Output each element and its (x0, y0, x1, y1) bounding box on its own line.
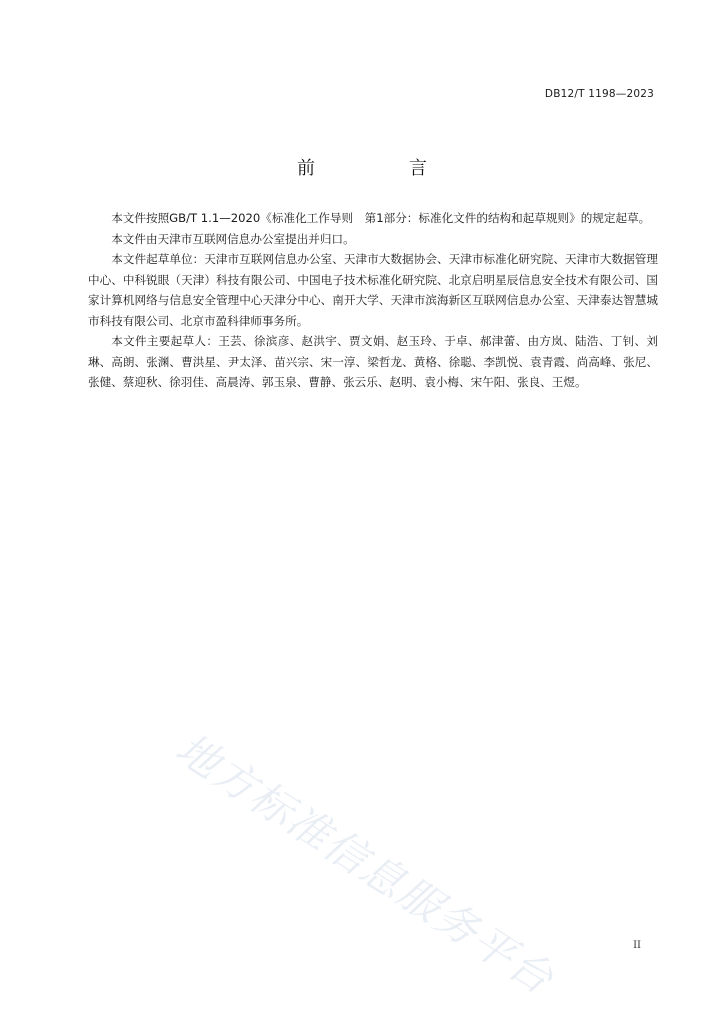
watermark: 地方标准信息服务平台 (167, 723, 564, 1005)
paragraph-drafting-rules: 本文件按照GB/T 1.1—2020《标准化工作导则 第1部分：标准化文件的结构和起草规则》的规定起草。 (111, 211, 651, 225)
paragraph-proposer: 本文件由天津市互联网信息办公室提出并归口。 (111, 231, 355, 246)
page-title: 前 言 (297, 158, 465, 179)
page-number: II (633, 940, 641, 951)
paragraph-drafters: 本文件主要起草人：王芸、徐滨彦、赵洪宇、贾文娟、赵玉玲、于卓、郝津蕾、由方岚、陆浩、丁钊、刘琳、高朗、张渊、曹洪星、尹太泽、苗兴宗、宋一淳、梁哲龙、黄格、徐聪、李凯悦、袁青霞、尚高峰、张尼、张健、蔡迎秋、徐羽佳、高晨涛、郭玉泉、曹静、张云乐、赵明、袁小梅、宋午阳、张良、王煜。 (88, 334, 658, 389)
paragraph-drafting-units: 本文件起草单位：天津市互联网信息办公室、天津市大数据协会、天津市标准化研究院、天津市大数据管理中心、中科锐眼（天津）科技有限公司、中国电子技术标准化研究院、北京启明星辰信息安全技术有限公司、国家计算机网络与信息安全管理中心天津分中心、南开大学、天津市滨海新区互联网信息办公室、天津泰达智慧城市科技有限公司、北京市盈科律师事务所。 (88, 252, 658, 328)
standard-code: DB12/T 1198—2023 (544, 88, 654, 100)
preface-body (88, 208, 658, 393)
